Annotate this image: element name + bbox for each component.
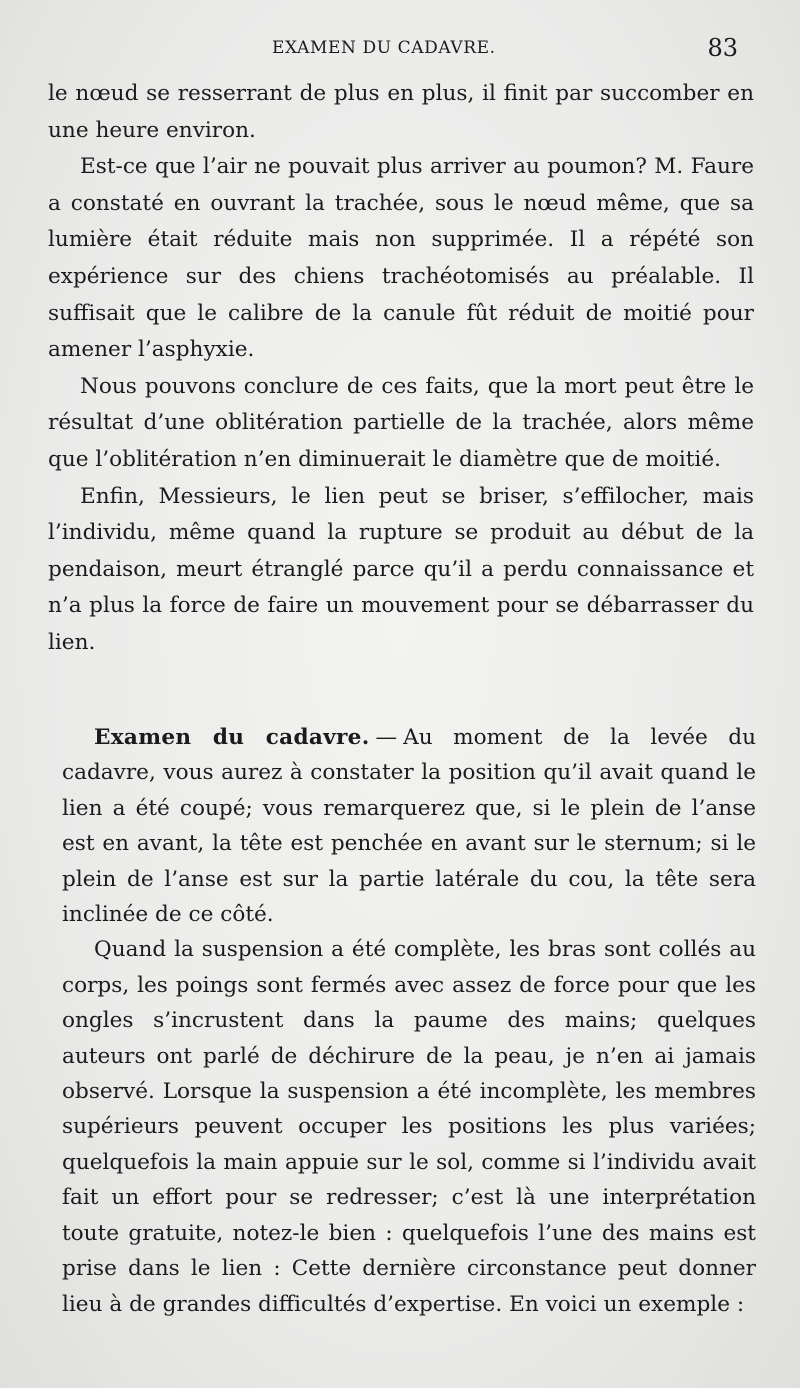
paragraph-rupture: Enfin, Messieurs, le lien peut se briser, s’effilocher, mais l’individu, même quand la rupture se produit au début de la pendaison, meurt étranglé parce qu’il a perdu connaissance et n’a plus la force de faire un mouvement pour se débarrasser du lien. xyxy=(48,483,754,655)
page-number: 83 xyxy=(707,34,738,62)
section-lead-paragraph xyxy=(62,720,756,932)
section-lead-text: Au moment de la levée du cadavre, vous aurez à constater la position qu’il avait quand le lien a été coupé; vous remarquerez que, si le plein de l’anse est en avant, la tête est penchée en avant sur le sternum; si le plein de l’anse est sur la partie latérale du cou, la tête sera inclinée de ce côté. xyxy=(62,725,756,928)
paragraph-conclusion: Nous pouvons conclure de ces faits, que la mort peut être le résultat d’une oblitération partielle de la trachée, alors même que l’oblitération n’en diminuerait le diamètre que de moitié. xyxy=(48,373,754,472)
section-heading: Examen du cadavre. xyxy=(94,725,370,750)
paragraph-trachea: Est-ce que l’air ne pouvait plus arriver au poumon? M. Faure a constaté en ouvrant la trachée, sous le nœud même, que sa lumière était réduite mais non supprimée. Il a répété son expérience sur des chiens trachéotomisés au préalable. Il suffisait que le calibre de la canule fût réduit de moitié pour amener l’asphyxie. xyxy=(48,154,754,363)
running-title: EXAMEN DU CADAVRE. xyxy=(272,38,496,58)
page-header xyxy=(0,34,800,68)
paragraph-continued: le nœud se resserrant de plus en plus, il finit par succomber en une heure environ. xyxy=(48,81,754,143)
paragraph-suspension: Quand la suspension a été complète, les bras sont collés au corps, les poings sont fermés avec assez de force pour que les ongles s’incrustent dans la paume des mains; quelques auteurs ont parlé de déchirure de la peau, je n’en ai jamais observé. Lorsque la suspension a été incomplète, les membres supérieurs peuvent occuper les positions les plus variées; quelquefois la main appuie sur le sol, comme si l’individu avait fait un effort pour se redresser; c’est là une interprétation toute gratuite, notez-le bien : quelquefois l’une des mains est prise dans le lien : Cette dernière circonstance peut donner lieu à de grandes difficultés d’expertise. En voici un exemple : xyxy=(62,937,756,1317)
text-block-top xyxy=(48,76,754,662)
em-dash: — xyxy=(375,725,398,750)
section-examen xyxy=(62,720,756,1322)
